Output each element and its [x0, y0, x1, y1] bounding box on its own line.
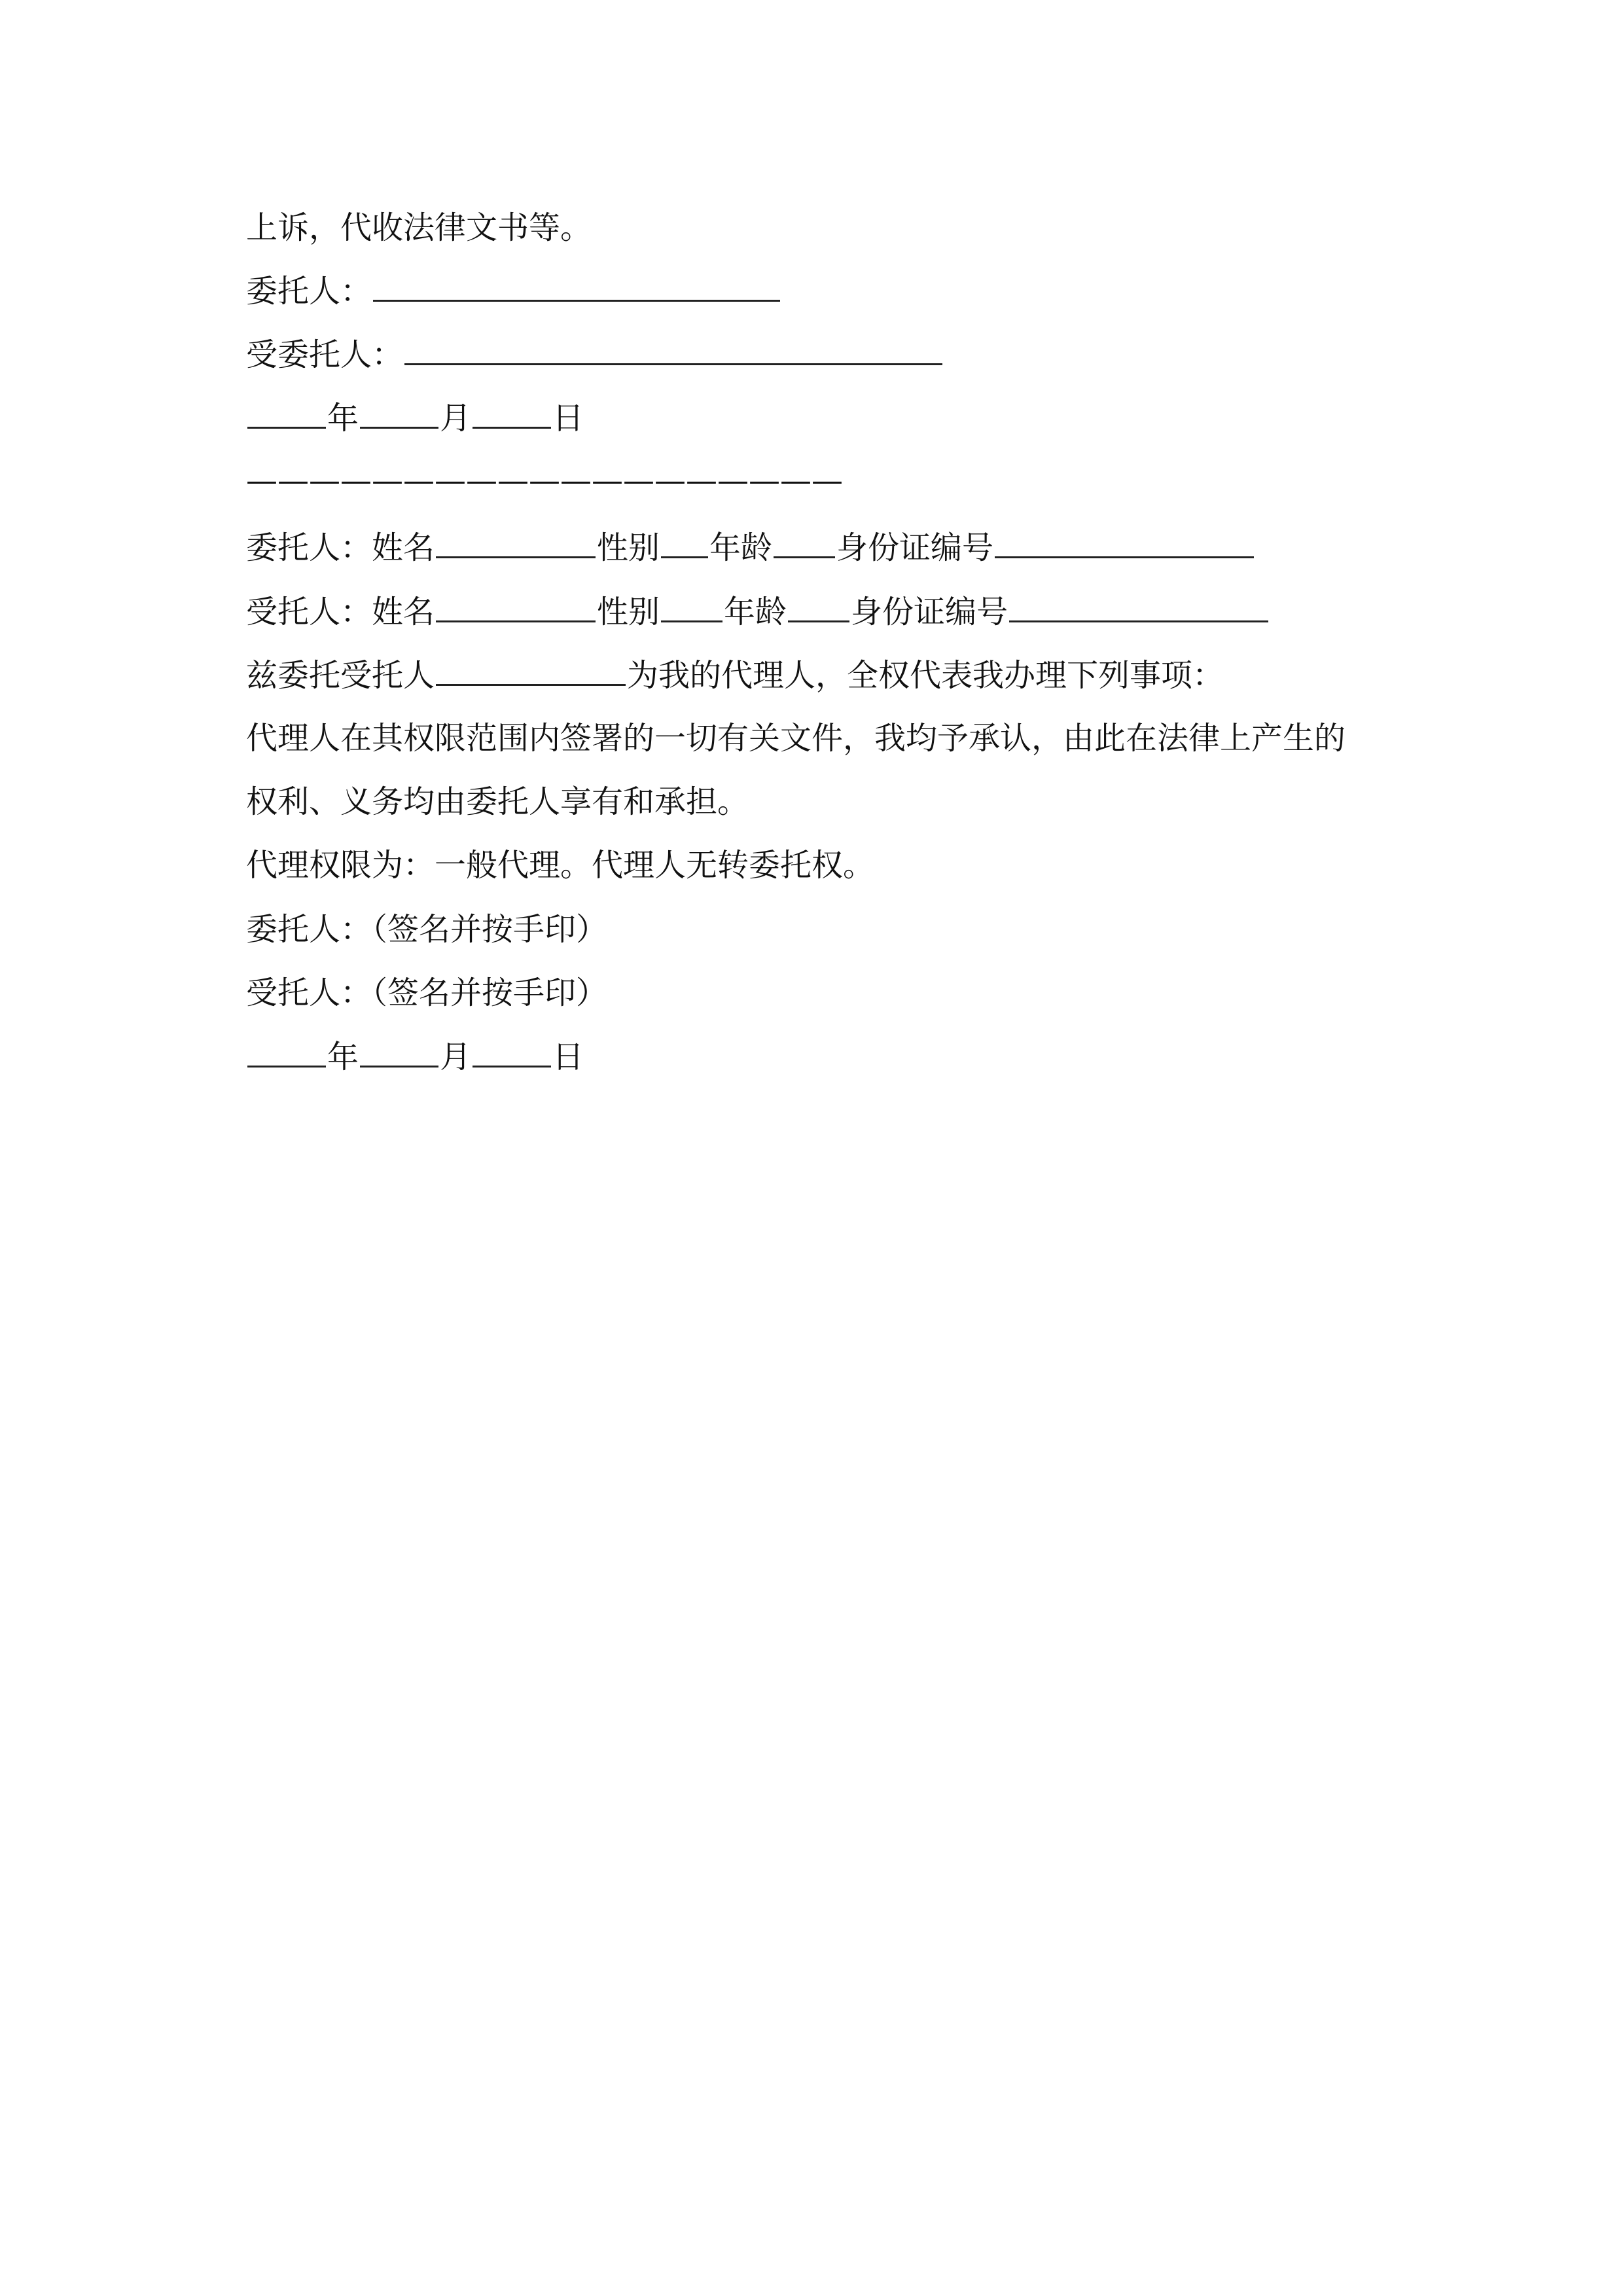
month-label-1: 月: [440, 400, 472, 437]
principal-gender-label: 性别: [597, 529, 660, 566]
trustee-age-label: 年龄: [724, 594, 787, 630]
date-line-1: [246, 398, 584, 438]
principal-signature-line: [246, 271, 781, 311]
principal-blank[interactable]: [373, 271, 780, 302]
trustee-name-blank[interactable]: [436, 592, 596, 622]
agency-scope-line: [246, 846, 874, 885]
trustee-sign-text: 受托人：（签名并按手印）: [246, 975, 608, 1011]
principal-id-blank[interactable]: [995, 528, 1254, 558]
trustee-blank[interactable]: [404, 334, 942, 365]
principal-name-blank[interactable]: [436, 528, 596, 558]
separator-text: ———————————————————: [246, 462, 843, 499]
year-label-2: 年: [327, 1039, 359, 1075]
year-label-1: 年: [327, 400, 359, 437]
principal-age-label: 年龄: [709, 529, 773, 566]
year-blank-1[interactable]: [247, 398, 326, 429]
principal-sign-line: [246, 910, 607, 949]
appointment-text-before: 兹委托受托人: [246, 657, 435, 694]
date-line-2: [246, 1037, 584, 1077]
year-blank-2[interactable]: [247, 1037, 326, 1067]
principal-age-blank[interactable]: [774, 528, 835, 558]
trustee-label: 受委托人：: [246, 336, 404, 373]
appointment-text-after: 为我的代理人，全权代表我办理下列事项：: [627, 657, 1224, 694]
principal-id-label: 身份证编号: [836, 529, 994, 566]
trustee-gender-label: 性别: [597, 594, 660, 630]
day-label-1: 日: [552, 400, 584, 437]
trustee-name-label: 受托人：姓名: [246, 594, 435, 630]
text-line-appeal: [246, 208, 592, 247]
day-blank-1[interactable]: [473, 398, 551, 429]
principal-gender-blank[interactable]: [661, 528, 708, 558]
principal-info-line: [246, 528, 1255, 567]
principal-sign-text: 委托人：（签名并按手印）: [246, 911, 608, 948]
trustee-signature-line: [246, 334, 944, 374]
trustee-age-blank[interactable]: [788, 592, 849, 622]
trustee-info-line: [246, 592, 1270, 632]
trustee-id-blank[interactable]: [1009, 592, 1268, 622]
day-label-2: 日: [552, 1039, 584, 1075]
authority-text-2: 权利、义务均由委托人享有和承担。: [246, 783, 749, 820]
principal-name-label: 委托人：姓名: [246, 529, 435, 566]
authority-paragraph-line-1: [246, 719, 1346, 758]
month-label-2: 月: [440, 1039, 472, 1075]
authority-paragraph-line-2: [246, 782, 749, 821]
trustee-sign-line: [246, 973, 607, 1013]
separator-rule: [246, 461, 843, 500]
trustee-gender-blank[interactable]: [661, 592, 722, 622]
month-blank-2[interactable]: [360, 1037, 438, 1067]
trustee-id-label: 身份证编号: [851, 594, 1008, 630]
day-blank-2[interactable]: [473, 1037, 551, 1067]
authority-text-1: 代理人在其权限范围内签署的一切有关文件，我均予承认，由此在法律上产生的: [246, 720, 1346, 757]
appointee-blank[interactable]: [436, 655, 626, 686]
month-blank-1[interactable]: [360, 398, 438, 429]
agency-scope-text: 代理权限为：一般代理。代理人无转委托权。: [246, 847, 875, 884]
principal-label: 委托人：: [246, 273, 372, 310]
appointment-line: [246, 655, 1224, 695]
appeal-text: 上诉，代收法律文书等。: [246, 209, 592, 246]
